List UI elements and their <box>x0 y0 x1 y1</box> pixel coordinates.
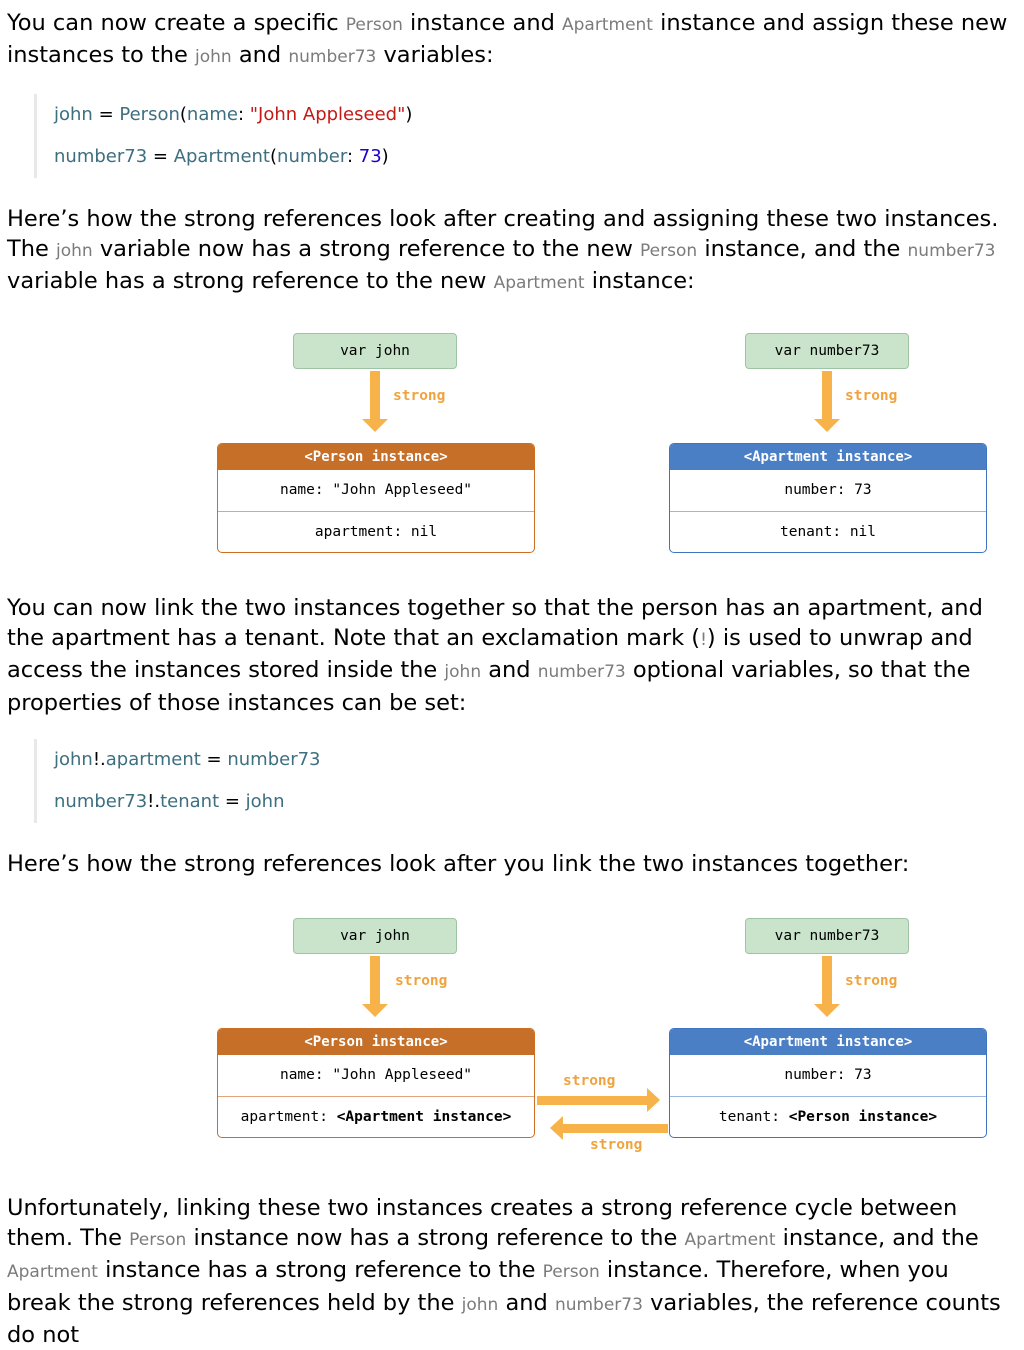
person-instance-box <box>217 1028 535 1138</box>
arrow-head-left <box>550 1116 563 1140</box>
paragraph-reference-cycle: Unfortunately, linking these two instances creates a strong reference cycle between them. The Person instance now has a strong reference to the Apartment instance, and the Apartment instance has a strong reference to the Person instance. Therefore, when you break the strong references held by the john and number73 variables, the reference counts do not <box>7 1195 1001 1348</box>
inline-code: number73 <box>537 662 626 683</box>
person-instance-header: <Person instance> <box>218 444 534 470</box>
apartment-number-row: number: 73 <box>784 1067 872 1083</box>
inline-code: john <box>461 1294 499 1315</box>
strong-label: strong <box>845 388 898 404</box>
code-line: number73!.tenant = john <box>54 791 285 812</box>
person-instance-header: <Person instance> <box>218 1029 534 1055</box>
apartment-tenant-row: tenant: nil <box>670 511 986 553</box>
text: instance and assign these new instances to the <box>7 10 1008 69</box>
paragraph-link-instances: You can now link the two instances together so that the person has an apartment, and the apartment has a tenant. Note that an exclamation mark (!) is used to unwrap and access the instances stored inside the john and number73 optional variables, so that the properties of those instances can be set: <box>7 595 983 716</box>
arrow-shaft <box>563 1124 668 1133</box>
inline-code: Apartment <box>562 15 653 35</box>
var-number73-box: var number73 <box>745 333 909 369</box>
text: variables: <box>376 42 494 69</box>
inline-code: Apartment <box>493 273 585 294</box>
inline-code: Person <box>542 1262 600 1283</box>
paragraph-intro <box>7 8 1017 72</box>
paragraph-after-link: Here’s how the strong references look after you link the two instances together: <box>7 851 910 877</box>
arrow-head <box>362 1004 388 1017</box>
strong-label: strong <box>393 388 446 404</box>
paragraph-after-create: Here’s how the strong references look after creating and assigning these two instances. The john variable now has a strong reference to the new Person instance, and the number73 variable has a strong reference to the new Apartment instance: <box>7 206 999 295</box>
code-line: john = Person(name: "John Appleseed") <box>54 104 413 125</box>
strong-label: strong <box>563 1073 616 1089</box>
arrow-head <box>814 419 840 432</box>
inline-code: Apartment <box>684 1230 776 1251</box>
strong-label: strong <box>395 973 448 989</box>
code-line: john!.apartment = number73 <box>54 749 321 770</box>
arrow-shaft <box>537 1096 647 1105</box>
inline-code: Person <box>129 1230 187 1251</box>
inline-code: number73 <box>554 1294 643 1315</box>
apartment-number-row: number: 73 <box>784 482 872 498</box>
arrow-shaft <box>822 371 832 421</box>
strong-label: strong <box>845 973 898 989</box>
apartment-tenant-row: tenant: <Person instance> <box>670 1096 986 1138</box>
inline-code: Person <box>640 241 698 262</box>
inline-code: john <box>195 47 232 68</box>
apartment-instance-header: <Apartment instance> <box>670 444 986 470</box>
inline-code: ! <box>700 630 707 651</box>
inline-code: john <box>444 662 482 683</box>
text: You can now create a specific <box>7 10 346 36</box>
strong-label: strong <box>590 1137 643 1153</box>
var-john-box: var john <box>293 333 457 369</box>
inline-code: number73 <box>288 47 377 68</box>
code-line: number73 = Apartment(number: 73) <box>54 146 389 167</box>
arrow-shaft <box>370 371 380 421</box>
arrow-head-right <box>647 1088 660 1112</box>
apartment-instance-box <box>669 1028 987 1138</box>
code-block-create <box>34 94 614 178</box>
text: instance and <box>402 10 563 36</box>
text: and <box>231 42 289 69</box>
var-john-box: var john <box>293 918 457 954</box>
person-instance-box <box>217 443 535 553</box>
apartment-instance-header: <Apartment instance> <box>670 1029 986 1055</box>
var-number73-box: var number73 <box>745 918 909 954</box>
code-block-link <box>34 739 614 823</box>
arrow-shaft <box>370 956 380 1006</box>
arrow-head <box>814 1004 840 1017</box>
inline-code: john <box>56 241 93 262</box>
inline-code: number73 <box>907 241 996 262</box>
arrow-head <box>362 419 388 432</box>
person-name-row: name: "John Appleseed" <box>279 1067 473 1083</box>
arrow-shaft <box>822 956 832 1006</box>
person-apartment-row: apartment: <Apartment instance> <box>218 1096 534 1138</box>
apartment-instance-box <box>669 443 987 553</box>
inline-code: Apartment <box>7 1262 98 1283</box>
inline-code: Person <box>345 15 403 35</box>
person-name-row: name: "John Appleseed" <box>279 482 473 498</box>
person-apartment-row: apartment: nil <box>218 511 534 553</box>
